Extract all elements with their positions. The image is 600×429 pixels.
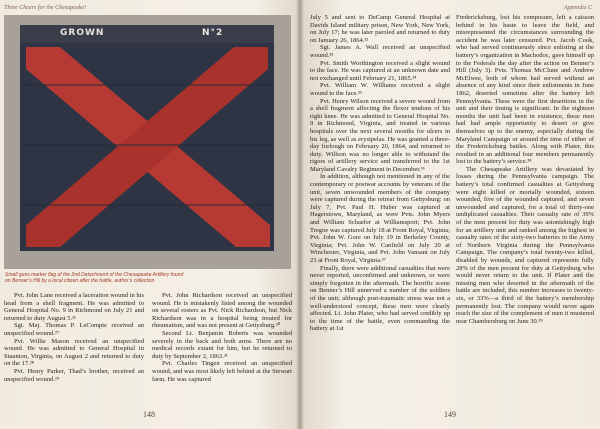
paragraph: Pvt. Henry Parker, Thad’s brother, received an unspecified wound.²⁹ xyxy=(4,367,144,383)
marker-flag xyxy=(20,25,274,251)
right-column-2 xyxy=(456,14,594,325)
paragraph: In addition, although not mentioned in any of the contemporary or postwar accounts by veterans of the unit, seven unwounded members of the company were captured during the retreat from Gettysburg: on July 7, Pvt. Paul H. Huber was captured at Hagerstown, Maryland, as were Pvts. John Myers and William Schaefer at Williamsport; Pvt. John Tregoe was captured July 18 at Front Royal, Virginia; Pvt. John W. Gore on July 19 in Berkeley County, Virginia; Pvt. John W. Canfield on July 20 at Winchester, Virginia, and Pvt. John Vansant on July 23 at Front Royal, Virginia.³⁷ xyxy=(310,173,450,264)
running-head-right: Appendix C xyxy=(563,5,592,11)
right-page xyxy=(300,0,600,429)
paragraph: Pvt. Smith Worthington received a slight wound to the face. He was captured at an unknown date and not exchanged until February 21, 1865.³⁴ xyxy=(310,59,450,82)
paragraph: Second Lt. Benjamin Roberts was wounded severely in the back and both arms. There are no medical records extant for him, but he returned to duty by September 2, 1863.³¹ xyxy=(152,329,292,360)
page-number-left: 148 xyxy=(143,410,155,419)
left-column-2 xyxy=(152,292,292,383)
paragraph: July 5 and sent to DeCamp General Hospital at Davids Island military prison, New York, New York, on July 17; he was later paroled and returned to duty on January 26, 1864.³² xyxy=(310,14,450,44)
paragraph: Pvt. Charles Tingen received an unspecified wound, and was most likely left behind at the Stewart farm. He was captured xyxy=(152,360,292,383)
left-column-1 xyxy=(4,292,144,383)
page-number-right: 149 xyxy=(444,410,456,419)
paragraph: Finally, there were additional casualties that were never reported, unconfirmed and unknown, or were simply forgotten in the aftermath. The horrific scene on Benner’s Hill unnerved a number of the soldiers of the unit; although post-traumatic stress was not a well-understood concept, these men were clearly affected. Lt. John Plater, who had served credibly up to the time of the battle, even commanding the battery at 1st xyxy=(310,264,450,333)
paragraph: Pvt. Henry Wilson received a severe wound from a shell fragment affecting the flexor tendons of his right knee. He was admitted to General Hospital No. 9 in Richmond, Virginia, and treated in various hospitals over the next several months for ulcers in his leg, as well as erysipelas. He was granted a three-day furlough on February 20, 1864, and returned to duty. Willson was no longer able to withstand the rigors of artillery service and transferred to the 1st Maryland Cavalry Regiment in December.³⁶ xyxy=(310,97,450,173)
flag-stencil-left: GROWN xyxy=(60,28,105,38)
paragraph: Pvt. William W. Williams received a slight wound to the face.³⁵ xyxy=(310,82,450,97)
saltire-cross-graphic xyxy=(20,25,274,251)
flag-photo xyxy=(4,15,291,269)
paragraph: Pvt. John Lane received a laceration wound in his head from a shell fragment. He was admitted to General Hospital No. 9 in Richmond on July 21 and returned to duty August 5.²⁶ xyxy=(4,292,144,322)
paragraph: Fredericksburg, lost his composure, left a caisson behind in his haste to leave the field, and misrepresented the circumstances surrounding the accident he was later censured. Pvt. Jacob Cook, who had served continuously since enlisting at the battery’s organization in Machodoc, gave himself up to the Federals the day after the action on Benner’s Hill (July 3). Pvts. Thomas McClune and Andrew McElwee, both of whom had served without an absence of any kind since their enlistments in June 1862, deserted sometime after the battery left Pennsylvania. These were the first desertions in the unit and their timing is significant. In the eighteen months the unit had been in existence, these men had had ample opportunity to desert or give themselves up to the enemy, especially during the Maryland Campaign or around the time of either of the Fredericksburg battles. Along with Plater, this resulted in an additional four members permanently lost to the battery’s service.³⁸ xyxy=(456,14,594,166)
running-head-left: Three Cheers for the Chesapeake! xyxy=(4,5,87,11)
flag-stencil-right: N°2 xyxy=(202,28,224,38)
paragraph: Sgt. James A. Wall received an unspecified wound.³³ xyxy=(310,44,450,59)
paragraph: The Chesapeake Artillery was devastated by losses during the Pennsylvania campaign. The battery’s total confirmed casualties at Gettysburg were eight killed or mortally wounded, sixteen wounded, five of the wounded captured, and seven unwounded and captured, for a total of thirty-one undiplicated casualties. Their casualty rate of 39% of the men present for duty was astonishingly high for an artillery unit and ranked among the highest in casualty rates of the sixty-two batteries in the Army of Northern Virginia during the Pennsylvania Campaign. The company’s total twenty-two killed, disabled by wounds, and captured represents fully 28% of the men present for duty at Gettysburg who would never return to the unit. If Plater and the missing men who deserted in the aftermath of the battle are included, this number increases to twenty-six, or 33%—a third of the battery’s membership permanently lost. The company would never again reach the size of the complement of men it mustered near Chambersburg on June 30.³⁹ xyxy=(456,165,594,325)
paragraph: Sgt. Maj. Thomas P. LeCompte received an unspecified wound.²⁷ xyxy=(4,322,144,337)
paragraph: Pvt. John Richardson received an unspecified wound. He is mistakenly listed among the wounded on several rosters as Pvt. Nick Richardson, but Nick Richardson was in a hospital being treated for rheumatism, and was not present at Gettysburg.³⁰ xyxy=(152,292,292,330)
right-column-1 xyxy=(310,14,450,333)
paragraph: Pvt. Willie Mason received an unspecified wound. He was admitted to General Hospital in Staunton, Virginia, on August 2 and returned to duty on the 17.²⁸ xyxy=(4,337,144,368)
figure-caption: Small guns marker flag of the 2nd Detachment of the Chesapeake Artillery found on Benner’s Hill by a local citizen after the battle, author’s collection xyxy=(5,272,184,284)
